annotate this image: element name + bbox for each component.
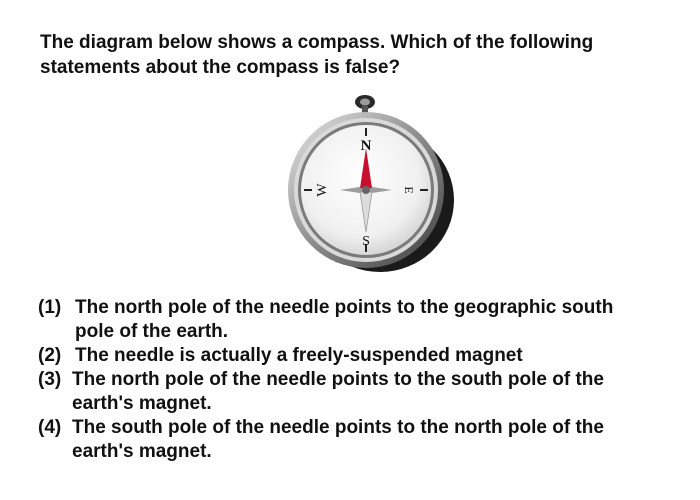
east-label: E <box>402 186 416 194</box>
option-text-continued: pole of the earth. <box>75 321 229 342</box>
option-text: The north pole of the needle points to the geographic south <box>75 297 614 318</box>
compass-figure <box>280 92 455 277</box>
option-text: The north pole of the needle points to the south pole of the <box>72 369 604 390</box>
option-number: (2) <box>38 345 62 366</box>
west-label: W <box>315 183 330 197</box>
option-text-continued: earth's magnet. <box>72 393 212 414</box>
south-label: S <box>362 234 370 249</box>
option-text-continued: earth's magnet. <box>72 441 212 462</box>
option-number: (1) <box>38 297 62 318</box>
compass-icon <box>280 92 455 277</box>
option-1 <box>38 296 688 344</box>
question-text <box>40 30 680 80</box>
option-text: The south pole of the needle points to the north pole of the <box>72 417 604 438</box>
option-2 <box>38 344 688 368</box>
option-number: (3) <box>38 369 62 390</box>
option-3 <box>38 368 688 416</box>
option-text: The needle is actually a freely-suspended magnet <box>75 345 523 366</box>
option-number: (4) <box>38 417 62 438</box>
question-line-1: The diagram below shows a compass. Which of the following <box>40 32 594 53</box>
north-label: N <box>360 138 372 154</box>
option-4 <box>38 416 688 464</box>
question-line-2: statements about the compass is false? <box>40 57 401 78</box>
answer-options <box>38 296 688 464</box>
pivot <box>362 186 370 194</box>
